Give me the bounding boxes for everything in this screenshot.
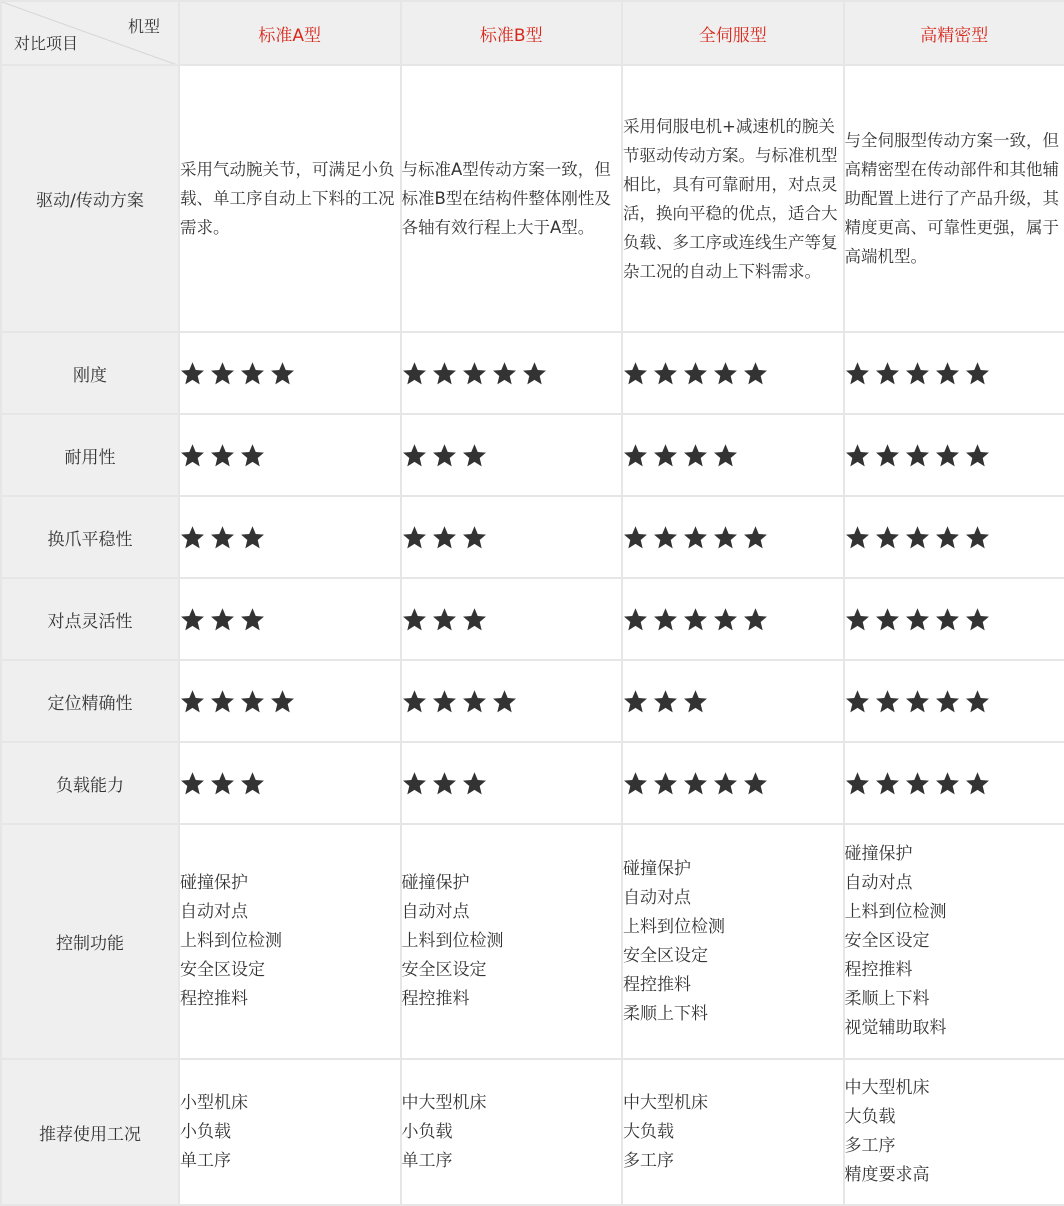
- rating-row: [1, 578, 1064, 660]
- list-item: 中大型机床: [623, 1092, 708, 1113]
- drive-cell-b: 与标准A型传动方案一致，但标准B型在结构件整体刚性及各轴有效行程上大于A型。: [401, 65, 623, 332]
- rating-row: [1, 660, 1064, 742]
- star-icon: [180, 525, 205, 550]
- rating-row: [1, 332, 1064, 414]
- list-item: 小负载: [401, 1121, 453, 1142]
- rating-cell: [844, 496, 1064, 578]
- star-group: [623, 771, 843, 796]
- rating-cell: [179, 578, 401, 660]
- star-icon: [623, 361, 648, 386]
- star-icon: [432, 361, 457, 386]
- star-icon: [935, 361, 960, 386]
- list-item: 小负载: [180, 1121, 231, 1142]
- recommend-cell: [179, 1059, 401, 1205]
- star-icon: [240, 771, 265, 796]
- list-item: 安全区设定: [180, 960, 265, 980]
- star-icon: [623, 689, 648, 714]
- list-item: 自动对点: [180, 902, 248, 922]
- rating-row: [1, 742, 1064, 824]
- star-icon: [965, 443, 990, 468]
- rating-cell: [844, 332, 1064, 414]
- star-icon: [875, 525, 900, 550]
- star-icon: [402, 771, 427, 796]
- star-icon: [935, 771, 960, 796]
- star-icon: [965, 361, 990, 386]
- row-label-control: 控制功能: [1, 824, 179, 1059]
- list-item: 程控推料: [623, 974, 691, 995]
- star-icon: [462, 361, 487, 386]
- star-icon: [743, 361, 768, 386]
- star-icon: [653, 525, 678, 550]
- list-item: 上料到位检测: [180, 931, 282, 951]
- star-icon: [210, 443, 235, 468]
- star-group: [845, 525, 1064, 550]
- rating-row-label: 换爪平稳性: [1, 496, 179, 578]
- recommend-row: [1, 1059, 1064, 1205]
- list-item: 安全区设定: [623, 945, 708, 966]
- star-icon: [905, 443, 930, 468]
- star-icon: [683, 689, 708, 714]
- rating-cell: [179, 332, 401, 414]
- star-icon: [180, 689, 205, 714]
- list-item: 安全区设定: [401, 960, 487, 980]
- corner-item-label: 对比项目: [14, 34, 79, 53]
- star-group: [180, 607, 400, 632]
- star-group: [623, 361, 843, 386]
- list-item: 程控推料: [844, 960, 913, 980]
- star-icon: [240, 689, 265, 714]
- star-icon: [905, 607, 930, 632]
- list-item: 自动对点: [844, 873, 913, 893]
- list-item: 大负载: [623, 1121, 674, 1142]
- star-group: [402, 689, 622, 714]
- rating-row-label: 对点灵活性: [1, 578, 179, 660]
- star-icon: [713, 607, 738, 632]
- star-icon: [180, 607, 205, 632]
- star-group: [845, 443, 1064, 468]
- star-icon: [462, 771, 487, 796]
- corner-cell: [1, 1, 179, 65]
- star-group: [623, 525, 843, 550]
- star-icon: [240, 607, 265, 632]
- row-label-drive: 驱动/传动方案: [1, 65, 179, 332]
- list-item: 自动对点: [401, 902, 470, 922]
- star-icon: [402, 607, 427, 632]
- star-icon: [623, 443, 648, 468]
- star-group: [180, 689, 400, 714]
- star-icon: [875, 771, 900, 796]
- list-item: 碰撞保护: [180, 873, 248, 893]
- star-icon: [240, 443, 265, 468]
- star-icon: [845, 607, 870, 632]
- star-icon: [683, 443, 708, 468]
- control-cell: [844, 824, 1064, 1059]
- star-icon: [713, 443, 738, 468]
- list-item: 单工序: [180, 1150, 231, 1171]
- star-icon: [402, 525, 427, 550]
- rating-row: [1, 496, 1064, 578]
- star-icon: [965, 607, 990, 632]
- star-icon: [713, 525, 738, 550]
- list-item: 程控推料: [401, 989, 470, 1009]
- rating-cell: [622, 496, 844, 578]
- star-icon: [875, 689, 900, 714]
- star-icon: [210, 771, 235, 796]
- star-icon: [180, 771, 205, 796]
- star-icon: [935, 525, 960, 550]
- drive-cell-servo: 采用伺服电机+减速机的腕关节驱动传动方案。与标准机型相比，具有可靠耐用，对点灵活，换向平稳的优点，适合大负载、多工序或连线生产等复杂工况的自动上下料需求。: [622, 65, 844, 332]
- corner-model-label: 机型: [127, 17, 160, 36]
- star-group: [180, 443, 400, 468]
- control-cell: [401, 824, 623, 1059]
- star-icon: [713, 771, 738, 796]
- star-icon: [683, 771, 708, 796]
- star-icon: [402, 689, 427, 714]
- star-icon: [432, 771, 457, 796]
- list-item: 上料到位检测: [401, 931, 504, 951]
- list-item: 柔顺上下料: [844, 989, 930, 1009]
- rating-cell: [179, 742, 401, 824]
- star-icon: [492, 361, 517, 386]
- list-item: 自动对点: [623, 887, 691, 908]
- star-group: [845, 607, 1064, 632]
- rating-cell: [401, 496, 623, 578]
- control-row: [1, 824, 1064, 1059]
- list-item: 多工序: [623, 1150, 674, 1171]
- drive-cell-precision: 与全伺服型传动方案一致，但高精密型在传动部件和其他辅助配置上进行了产品升级，其精度更高、可靠性更强，属于高端机型。: [844, 65, 1064, 332]
- star-icon: [240, 525, 265, 550]
- list-item: 中大型机床: [844, 1078, 930, 1098]
- list-item: 碰撞保护: [623, 858, 691, 879]
- recommend-cell: [622, 1059, 844, 1205]
- star-icon: [270, 361, 295, 386]
- star-icon: [875, 361, 900, 386]
- star-icon: [743, 525, 768, 550]
- star-group: [845, 361, 1064, 386]
- list-item: 柔顺上下料: [623, 1003, 708, 1024]
- star-icon: [402, 443, 427, 468]
- model-header-precision: 高精密型: [844, 1, 1064, 65]
- star-icon: [462, 443, 487, 468]
- star-icon: [270, 689, 295, 714]
- rating-cell: [622, 414, 844, 496]
- star-icon: [845, 361, 870, 386]
- star-icon: [210, 607, 235, 632]
- star-group: [180, 525, 400, 550]
- drive-row: [1, 65, 1064, 332]
- star-group: [180, 361, 400, 386]
- star-icon: [845, 443, 870, 468]
- rating-cell: [844, 660, 1064, 742]
- list-item: 上料到位检测: [623, 916, 725, 937]
- star-icon: [492, 689, 517, 714]
- star-icon: [935, 607, 960, 632]
- rating-cell: [622, 742, 844, 824]
- star-icon: [240, 361, 265, 386]
- star-group: [402, 607, 622, 632]
- row-label-recommend: 推荐使用工况: [1, 1059, 179, 1205]
- rating-cell: [179, 496, 401, 578]
- star-icon: [683, 361, 708, 386]
- star-group: [845, 771, 1064, 796]
- model-header-a: 标准A型: [179, 1, 401, 65]
- rating-row: [1, 414, 1064, 496]
- star-icon: [905, 771, 930, 796]
- list-item: 小型机床: [180, 1092, 248, 1113]
- star-icon: [180, 443, 205, 468]
- star-icon: [845, 689, 870, 714]
- star-group: [623, 689, 843, 714]
- list-item: 碰撞保护: [844, 844, 913, 864]
- star-icon: [653, 607, 678, 632]
- recommend-cell: [401, 1059, 623, 1205]
- star-icon: [845, 525, 870, 550]
- rating-cell: [844, 578, 1064, 660]
- star-icon: [965, 771, 990, 796]
- star-icon: [875, 443, 900, 468]
- rating-cell: [844, 742, 1064, 824]
- star-icon: [522, 361, 547, 386]
- star-group: [180, 771, 400, 796]
- star-icon: [462, 689, 487, 714]
- list-item: 上料到位检测: [844, 902, 947, 922]
- star-group: [623, 443, 843, 468]
- star-icon: [905, 361, 930, 386]
- control-cell: [622, 824, 844, 1059]
- rating-row-label: 负载能力: [1, 742, 179, 824]
- rating-cell: [622, 578, 844, 660]
- star-icon: [623, 771, 648, 796]
- star-icon: [210, 525, 235, 550]
- star-group: [623, 607, 843, 632]
- list-item: 精度要求高: [844, 1165, 930, 1185]
- star-icon: [905, 689, 930, 714]
- star-group: [402, 361, 622, 386]
- list-item: 大负载: [844, 1107, 896, 1127]
- star-group: [402, 771, 622, 796]
- rating-cell: [179, 414, 401, 496]
- rating-cell: [401, 742, 623, 824]
- star-icon: [462, 607, 487, 632]
- star-icon: [402, 361, 427, 386]
- model-header-servo: 全伺服型: [622, 1, 844, 65]
- star-icon: [432, 607, 457, 632]
- star-icon: [653, 443, 678, 468]
- star-icon: [432, 689, 457, 714]
- recommend-cell: [844, 1059, 1064, 1205]
- list-item: 程控推料: [180, 989, 248, 1009]
- list-item: 安全区设定: [844, 931, 930, 951]
- rating-row-label: 刚度: [1, 332, 179, 414]
- star-icon: [210, 689, 235, 714]
- control-cell: [179, 824, 401, 1059]
- star-icon: [653, 771, 678, 796]
- star-icon: [965, 525, 990, 550]
- drive-cell-a: 采用气动腕关节，可满足小负载、单工序自动上下料的工况需求。: [179, 65, 401, 332]
- star-icon: [713, 361, 738, 386]
- star-icon: [683, 607, 708, 632]
- star-icon: [653, 689, 678, 714]
- star-icon: [432, 443, 457, 468]
- star-group: [402, 443, 622, 468]
- star-icon: [432, 525, 457, 550]
- list-item: 碰撞保护: [401, 873, 470, 893]
- list-item: 中大型机床: [401, 1092, 487, 1113]
- star-icon: [210, 361, 235, 386]
- list-item: 多工序: [844, 1136, 896, 1156]
- star-icon: [653, 361, 678, 386]
- star-icon: [875, 607, 900, 632]
- rating-cell: [401, 332, 623, 414]
- star-group: [845, 689, 1064, 714]
- rating-row-label: 定位精确性: [1, 660, 179, 742]
- rating-cell: [401, 660, 623, 742]
- rating-cell: [179, 660, 401, 742]
- list-item: 视觉辅助取料: [844, 1018, 947, 1038]
- star-icon: [683, 525, 708, 550]
- rating-cell: [844, 414, 1064, 496]
- star-icon: [905, 525, 930, 550]
- star-icon: [965, 689, 990, 714]
- star-icon: [180, 361, 205, 386]
- star-icon: [935, 443, 960, 468]
- star-icon: [623, 607, 648, 632]
- star-group: [402, 525, 622, 550]
- list-item: 单工序: [401, 1150, 453, 1171]
- star-icon: [743, 607, 768, 632]
- star-icon: [935, 689, 960, 714]
- rating-cell: [622, 660, 844, 742]
- star-icon: [743, 771, 768, 796]
- rating-cell: [401, 414, 623, 496]
- star-icon: [623, 525, 648, 550]
- rating-row-label: 耐用性: [1, 414, 179, 496]
- star-icon: [845, 771, 870, 796]
- rating-cell: [401, 578, 623, 660]
- model-header-b: 标准B型: [401, 1, 623, 65]
- star-icon: [462, 525, 487, 550]
- rating-cell: [622, 332, 844, 414]
- header-row: [1, 1, 1064, 65]
